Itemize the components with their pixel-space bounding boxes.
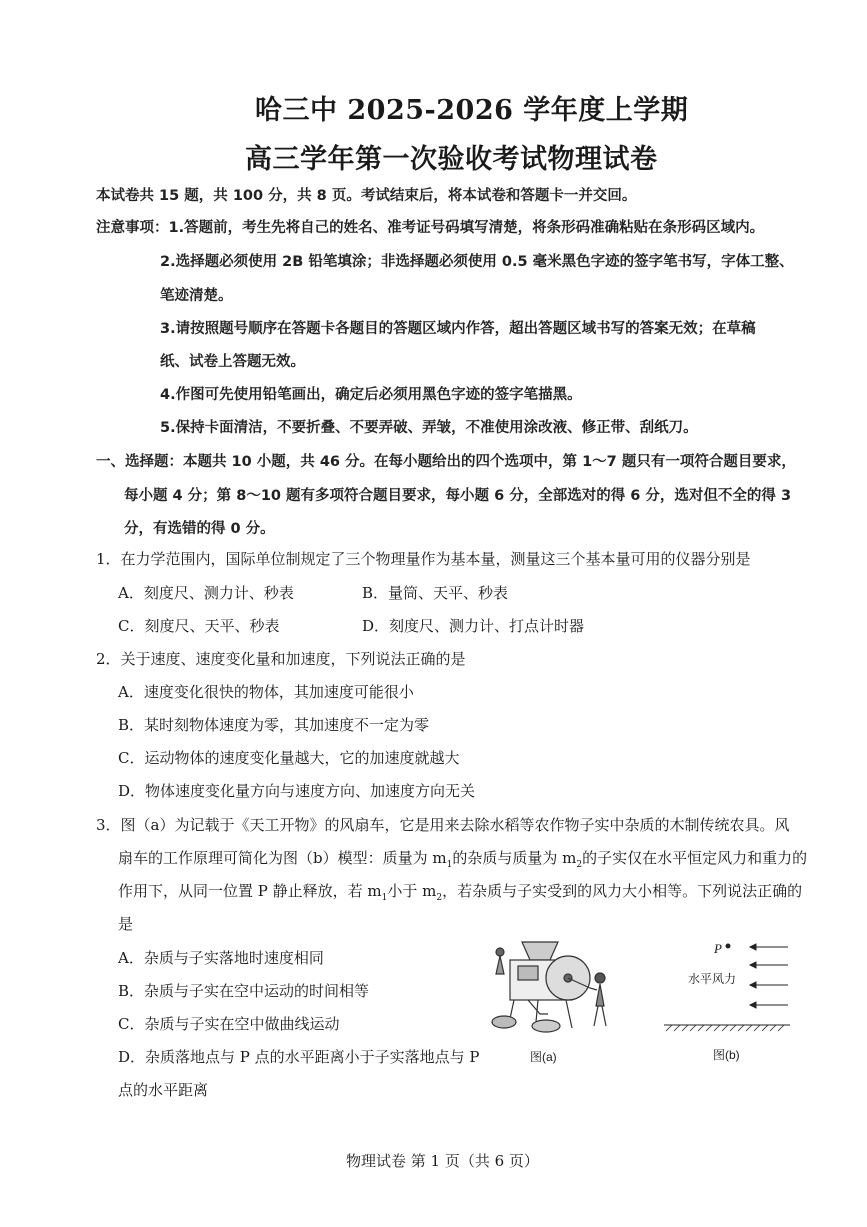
q2-option-d: D．物体速度变化量方向与速度方向、加速度方向无关 (118, 782, 476, 800)
point-p-label: P (714, 941, 722, 956)
q3-stem-line1: 3．图（a）为记载于《天工开物》的风扇车，它是用来去除水稻等农作物子实中杂质的木制传统农具。风 (96, 816, 790, 834)
section1-line3: 分，有选错的得 0 分。 (124, 521, 275, 537)
q3-stem-line2: 扇车的工作原理可简化为图（b）模型：质量为 $m_1$的杂质与质量为 $m_2$的子实仅在水平恒定风力和重力的 (118, 849, 808, 870)
exam-title-line2: 高三学年第一次验收考试物理试卷 (245, 144, 658, 175)
section1-line1: 一、选择题：本题共 10 小题，共 46 分。在每小题给出的四个选项中，第 1～7 题只有一项符合题目要求， (96, 454, 796, 470)
figure-b-caption: 图(b) (713, 1048, 740, 1062)
winnowing-machine-illustration (488, 930, 616, 1040)
q2-stem: 2．关于速度、速度变化量和加速度，下列说法正确的是 (96, 650, 466, 668)
q1-option-b: B．量筒、天平、秒表 (362, 584, 509, 602)
q2-option-b: B．某时刻物体速度为零，其加速度不一定为零 (118, 716, 430, 734)
q3-option-c: C．杂质与子实在空中做曲线运动 (118, 1015, 340, 1033)
page-footer: 物理试卷 第 1 页（共 6 页） (346, 1152, 539, 1170)
exam-title-line1: 哈三中 2025-2026 学年度上学期 (255, 95, 689, 126)
note-2a: 2.选择题必须使用 2B 铅笔填涂；非选择题必须使用 0.5 毫米黑色字迹的签字笔书写，字体工整、 (160, 254, 794, 270)
q2-option-c: C．运动物体的速度变化量越大，它的加速度就越大 (118, 749, 460, 767)
q3-stem-line4: 是 (118, 915, 134, 933)
note-4: 4.作图可先使用铅笔画出，确定后必须用黑色字迹的签字笔描黑。 (160, 387, 582, 403)
wind-force-label: 水平风力 (688, 972, 737, 986)
q3-option-d-line2: 点的水平距离 (118, 1081, 209, 1099)
note-5: 5.保持卡面清洁，不要折叠、不要弄破、弄皱，不准使用涂改液、修正带、刮纸刀。 (160, 420, 698, 436)
note-3b: 纸、试卷上答题无效。 (160, 354, 305, 370)
note-3a: 3.请按照题号顺序在答题卡各题目的答题区域内作答，超出答题区域书写的答案无效；在草稿 (160, 321, 756, 337)
q2-option-a: A．速度变化很快的物体，其加速度可能很小 (118, 683, 414, 701)
q1-option-a: A．刻度尺、测力计、秒表 (118, 584, 294, 602)
q3-option-a: A．杂质与子实落地时速度相同 (118, 949, 324, 967)
point-p-dot (726, 944, 730, 948)
note-1: 注意事项：1.答题前，考生先将自己的姓名、准考证号码填写清楚，将条形码准确粘贴在条形码区域内。 (96, 220, 765, 236)
exam-intro: 本试卷共 15 题，共 100 分，共 8 页。考试结束后，将本试卷和答题卡一并交回。 (96, 188, 637, 204)
figure-a-caption: 图(a) (530, 1050, 557, 1064)
note-2b: 笔迹清楚。 (160, 288, 233, 304)
q1-option-c: C．刻度尺、天平、秒表 (118, 617, 280, 635)
q1-stem: 1．在力学范围内，国际单位制规定了三个物理量作为基本量，测量这三个基本量可用的仪器分别是 (96, 550, 751, 568)
q3-option-d-line1: D．杂质落地点与 P 点的水平距离小于子实落地点与 P (118, 1048, 480, 1066)
q1-option-d: D．刻度尺、测力计、打点计时器 (362, 617, 585, 635)
q3-stem-line3: 作用下，从同一位置 P 静止释放，若 $m_1$小于 $m_2$，若杂质与子实受到的风力大小相等。下列说法正确的 (118, 882, 803, 903)
q3-option-b: B．杂质与子实在空中运动的时间相等 (118, 982, 370, 1000)
section1-line2: 每小题 4 分；第 8～10 题有多项符合题目要求，每小题 6 分，全部选对的得 6 分，选对但不全的得 3 (124, 488, 792, 504)
